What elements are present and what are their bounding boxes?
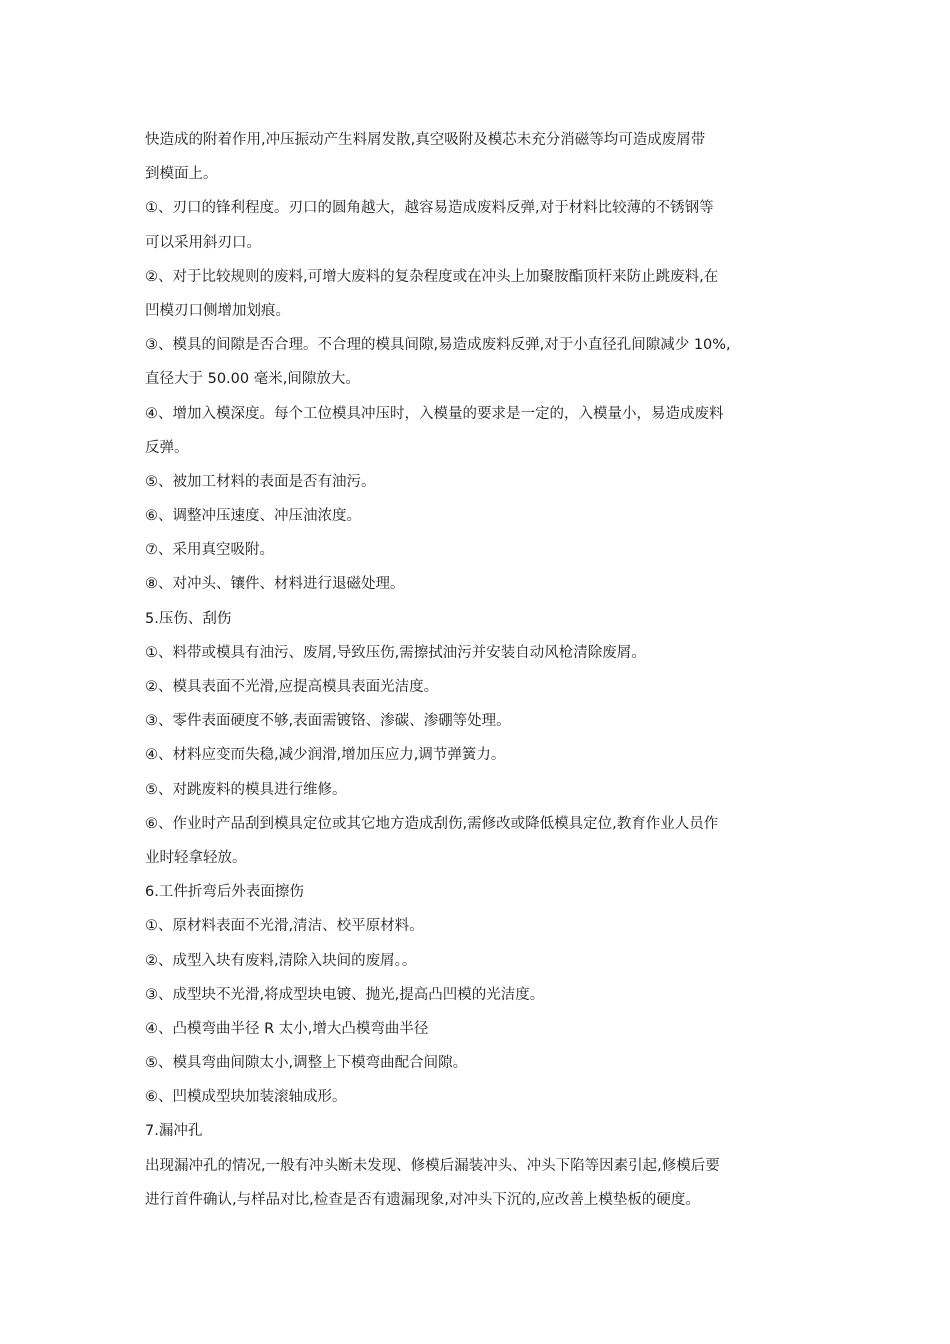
list-item: ⑥、作业时产品刮到模具定位或其它地方造成刮伤,需修改或降低模具定位,教育作业人员作	[145, 815, 719, 832]
list-item: ④、凸模弯曲半径 R 太小,增大凸模弯曲半径	[145, 1020, 429, 1037]
text-line: 凹模刃口侧增加划痕。	[145, 302, 290, 319]
list-item: ②、成型入块有废料,清除入块间的废屑。。	[145, 952, 417, 969]
list-item: ⑤、被加工材料的表面是否有油污。	[145, 473, 376, 490]
section-heading: 5.压伤、刮伤	[145, 610, 232, 627]
list-item: ①、刃口的锋利程度。刃口的圆角越大，越容易造成废料反弹,对于材料比较薄的不锈钢等	[145, 200, 714, 217]
text-line: 快造成的附着作用,冲压振动产生料屑发散,真空吸附及模芯未充分消磁等均可造成废屑带	[145, 132, 706, 148]
text-line: 可以采用斜刃口。	[145, 234, 261, 251]
list-item: ⑦、采用真空吸附。	[145, 542, 274, 559]
list-item: ②、对于比较规则的废料,可增大废料的复杂程度或在冲头上加聚胺酯顶杆来防止跳废料,在	[145, 268, 719, 285]
list-item: ④、增加入模深度。每个工位模具冲压时，入模量的要求是一定的，入模量小，易造成废料	[145, 405, 724, 422]
list-item: ⑤、模具弯曲间隙太小,调整上下模弯曲配合间隙。	[145, 1055, 468, 1072]
list-item: ①、料带或模具有油污、废屑,导致压伤,需擦拭油污并安装自动风枪清除废屑。	[145, 644, 646, 661]
list-item: ②、模具表面不光滑,应提高模具表面光洁度。	[145, 679, 439, 695]
text-line: 业时轻拿轻放。	[145, 849, 247, 866]
list-item: ③、模具的间隙是否合理。不合理的模具间隙,易造成废料反弹,对于小直径孔间隙减少 10%,	[145, 337, 731, 354]
text-line: 直径大于 50.00 毫米,间隙放大。	[145, 371, 360, 388]
text-line: 出现漏冲孔的情况,一般有冲头断未发现、修模后漏装冲头、冲头下陷等因素引起,修模后要	[145, 1157, 720, 1174]
list-item: ⑤、对跳废料的模具进行维修。	[145, 781, 347, 798]
list-item: ③、零件表面硬度不够,表面需镀铬、渗碳、渗硼等处理。	[145, 713, 511, 730]
section-heading: 7.漏冲孔	[145, 1123, 203, 1140]
text-line: 进行首件确认,与样品对比,检查是否有遗漏现象,对冲头下沉的,应改善上模垫板的硬度。	[145, 1191, 700, 1208]
list-item: ④、材料应变而失稳,减少润滑,增加压应力,调节弹簧力。	[145, 747, 506, 764]
list-item: ⑥、凹模成型块加装滚轴成形。	[145, 1089, 347, 1106]
text-line: 到模面上。	[145, 166, 218, 183]
section-heading: 6.工件折弯后外表面擦伤	[145, 884, 304, 901]
list-item: ①、原材料表面不光滑,清洁、校平原材料。	[145, 918, 424, 935]
list-item: ⑧、对冲头、镶件、材料进行退磁处理。	[145, 576, 405, 593]
list-item: ③、成型块不光滑,将成型块电镀、抛光,提高凸凹模的光洁度。	[145, 986, 545, 1003]
list-item: ⑥、调整冲压速度、冲压油浓度。	[145, 508, 361, 525]
text-line: 反弹。	[145, 439, 189, 456]
document-body	[145, 123, 820, 1217]
